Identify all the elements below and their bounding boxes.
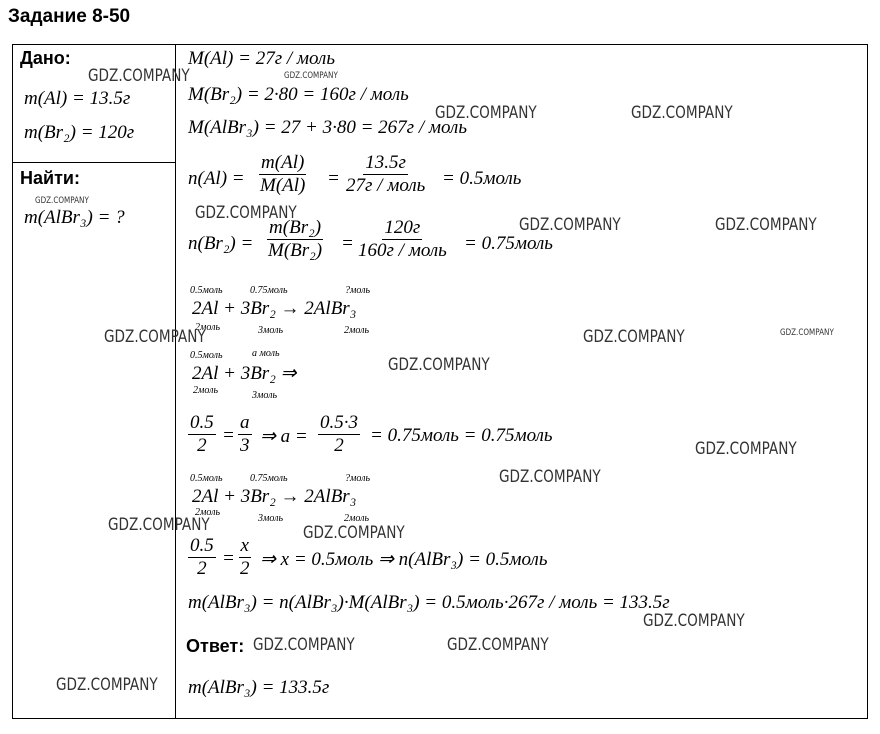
eq3-bottom-al: 2моль: [195, 507, 221, 518]
watermark: GDZ.COMPANY: [583, 327, 685, 347]
reaction-equation-3: 2Al + 3Br₂ → 2AlBr₃: [192, 486, 357, 507]
n-br2-result: = 0.75моль: [464, 233, 553, 254]
n-br2-lhs: n(Br₂) =: [188, 233, 254, 254]
given-find-divider: [12, 162, 176, 163]
eq3-bottom-albr3: 2моль: [344, 513, 370, 524]
n-al-result: = 0.5моль: [442, 168, 522, 189]
prop1-f2-denominator: 3: [240, 435, 250, 456]
answer-label: Ответ:: [186, 636, 245, 656]
eq1-bottom-br2: 3моль: [258, 325, 284, 336]
prop2-equals: =: [222, 548, 235, 569]
n-al-f1-numerator: m(Al): [261, 152, 305, 173]
prop1-fraction-2: [238, 412, 252, 457]
watermark: GDZ.COMPANY: [715, 215, 817, 235]
prop2-fraction-1: [188, 535, 216, 580]
prop1-f1-denominator: 2: [197, 435, 207, 456]
n-al-lhs: n(Al) =: [188, 168, 245, 189]
answer-value: m(AlBr₃) = 133.5г: [188, 677, 330, 698]
n-br2-f2-denominator: 160г / моль: [358, 240, 447, 261]
given-mass-al: m(Al) = 13.5г: [24, 88, 131, 109]
n-br2-f1-numerator: m(Br₂): [269, 217, 322, 238]
eq3-bottom-br2: 3моль: [258, 513, 284, 524]
molar-mass-br2: M(Br₂) = 2·80 = 160г / моль: [188, 84, 409, 105]
prop1-f3-denominator: 2: [334, 435, 344, 456]
reaction-equation-1: 2Al + 3Br₂ → 2AlBr₃: [192, 298, 357, 319]
equals-sign: =: [341, 233, 354, 254]
prop1-f2-numerator: a: [240, 412, 250, 433]
eq1-top-br2: 0.75моль: [250, 285, 288, 296]
watermark: GDZ.COMPANY: [56, 675, 158, 695]
watermark: GDZ.COMPANY: [643, 611, 745, 631]
find-label: Найти:: [20, 168, 80, 188]
prop1-fraction-1: [188, 412, 216, 457]
n-al-fraction-1: [258, 152, 307, 197]
watermark: GDZ.COMPANY: [253, 635, 355, 655]
n-br2-f2-numerator: 120г: [384, 217, 421, 238]
eq2-top-al: 0.5моль: [190, 350, 223, 361]
n-al-fraction-2: [344, 152, 427, 197]
mass-calculation: m(AlBr₃) = n(AlBr₃)·M(AlBr₃) = 0.5моль·267г / моль = 133.5г: [188, 592, 670, 613]
prop1-equals: =: [222, 425, 235, 446]
prop2-f2-numerator: x: [240, 535, 249, 556]
molar-mass-albr3: M(AlBr₃) = 27 + 3·80 = 267г / моль: [188, 117, 467, 138]
eq3-top-br2: 0.75моль: [250, 473, 288, 484]
eq3-top-albr3: ?моль: [345, 473, 371, 484]
eq2-top-br2: a моль: [252, 348, 280, 359]
prop1-result: = 0.75моль = 0.75моль: [370, 425, 553, 446]
n-al-f1-denominator: M(Al): [260, 175, 306, 196]
watermark: GDZ.COMPANY: [780, 328, 834, 338]
prop1-f1-numerator: 0.5: [190, 412, 214, 433]
n-br2-fraction-1: [266, 217, 324, 262]
prop2-result: ⇒ x = 0.5моль ⇒ n(AlBr₃) = 0.5моль: [260, 549, 548, 570]
n-al-f2-denominator: 27г / моль: [346, 175, 426, 196]
find-mass-albr3: m(AlBr₃) = ?: [24, 207, 125, 228]
eq1-top-al: 0.5моль: [190, 285, 223, 296]
prop2-f1-numerator: 0.5: [190, 535, 214, 556]
prop2-f2-denominator: 2: [240, 558, 250, 579]
n-br2-fraction-2: [356, 217, 449, 262]
watermark: GDZ.COMPANY: [104, 327, 206, 347]
watermark: GDZ.COMPANY: [35, 196, 89, 206]
eq3-top-al: 0.5моль: [190, 473, 223, 484]
watermark: GDZ.COMPANY: [499, 467, 601, 487]
eq1-bottom-al: 2моль: [195, 322, 221, 333]
watermark: GDZ.COMPANY: [435, 103, 537, 123]
prop1-f3-numerator: 0.5·3: [320, 412, 358, 433]
prop1-mid: ⇒ a =: [260, 426, 308, 447]
n-br2-f1-denominator: M(Br₂): [268, 240, 323, 261]
prop2-f1-denominator: 2: [197, 558, 207, 579]
equals-sign: =: [327, 168, 340, 189]
prop2-fraction-2: [238, 535, 252, 580]
watermark: GDZ.COMPANY: [695, 439, 797, 459]
watermark: GDZ.COMPANY: [108, 515, 210, 535]
eq1-bottom-albr3: 2моль: [344, 325, 370, 336]
given-mass-br2: m(Br₂) = 120г: [24, 122, 135, 143]
reaction-equation-2: 2Al + 3Br₂ ⇒: [192, 363, 297, 384]
eq2-bottom-al: 2моль: [193, 385, 219, 396]
watermark: GDZ.COMPANY: [631, 103, 733, 123]
eq1-top-albr3: ?моль: [345, 285, 371, 296]
given-label: Дано:: [20, 48, 71, 68]
watermark: GDZ.COMPANY: [284, 71, 338, 81]
n-al-f2-numerator: 13.5г: [365, 152, 406, 173]
prop1-fraction-3: [318, 412, 360, 457]
watermark: GDZ.COMPANY: [195, 203, 297, 223]
column-divider: [175, 44, 176, 719]
watermark: GDZ.COMPANY: [388, 355, 490, 375]
watermark: GDZ.COMPANY: [519, 215, 621, 235]
eq2-bottom-br2: 3моль: [252, 390, 278, 401]
watermark: GDZ.COMPANY: [447, 635, 549, 655]
molar-mass-al: M(Al) = 27г / моль: [188, 48, 335, 69]
task-title: Задание 8-50: [8, 6, 131, 27]
watermark: GDZ.COMPANY: [303, 523, 405, 543]
watermark: GDZ.COMPANY: [88, 66, 190, 86]
